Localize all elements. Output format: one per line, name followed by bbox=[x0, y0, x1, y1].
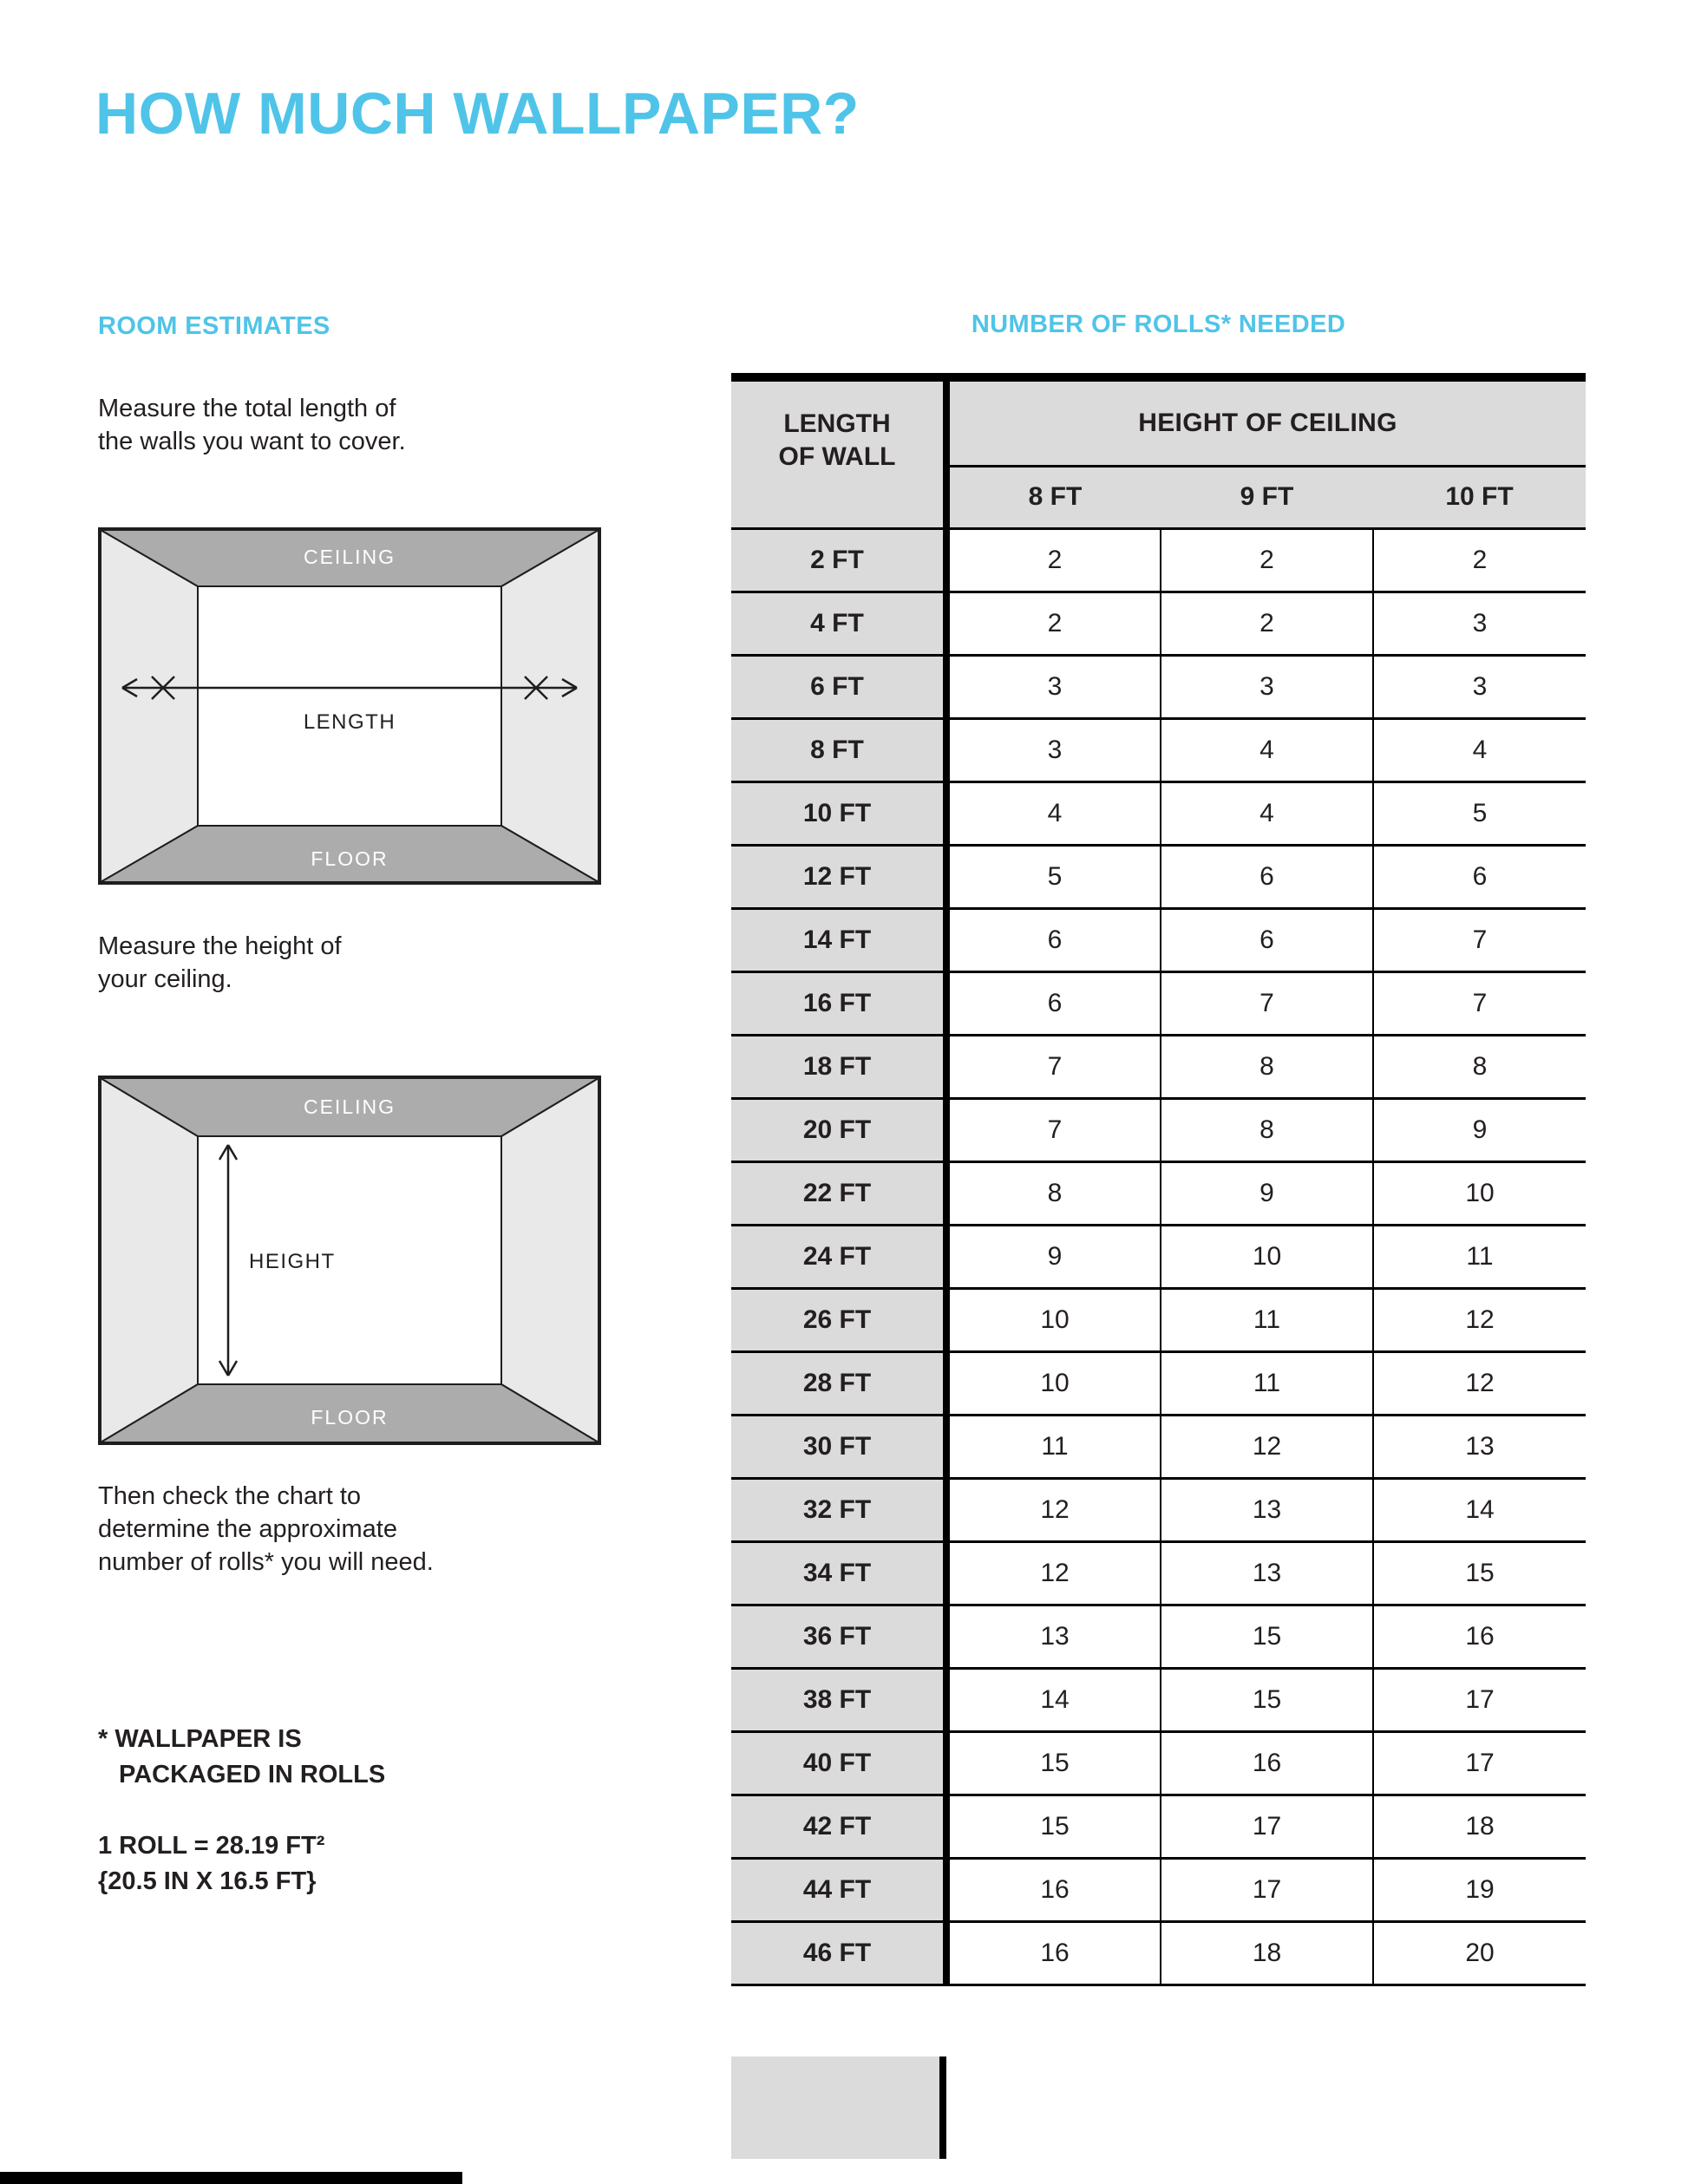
wall-length-label: 18 FT bbox=[731, 1035, 946, 1098]
wall-length-label: 2 FT bbox=[731, 528, 946, 592]
rolls-cell: 3 bbox=[1373, 655, 1586, 718]
rolls-cell: 7 bbox=[1373, 971, 1586, 1035]
footer-bar bbox=[0, 2172, 462, 2184]
rolls-cell: 19 bbox=[1373, 1858, 1586, 1921]
rolls-cell: 8 bbox=[1373, 1035, 1586, 1098]
ceiling-height-col-header: 10 FT bbox=[1373, 466, 1586, 528]
table-row bbox=[731, 528, 1586, 592]
table-row bbox=[731, 655, 1586, 718]
height-label: HEIGHT bbox=[249, 1250, 336, 1273]
rolls-cell: 14 bbox=[1373, 1478, 1586, 1541]
wall-length-label: 38 FT bbox=[731, 1668, 946, 1731]
rolls-cell: 3 bbox=[1373, 592, 1586, 655]
ceiling-label: CEILING bbox=[303, 1095, 396, 1118]
rolls-cell: 11 bbox=[1373, 1225, 1586, 1288]
rolls-cell: 8 bbox=[1161, 1035, 1373, 1098]
rolls-cell: 12 bbox=[1373, 1288, 1586, 1351]
wall-length-label: 28 FT bbox=[731, 1351, 946, 1415]
rolls-cell: 4 bbox=[946, 781, 1161, 845]
wallpaper-footnote bbox=[98, 1722, 385, 1793]
rolls-cell: 4 bbox=[1373, 718, 1586, 781]
left-wall-face bbox=[101, 530, 198, 882]
rolls-cell: 4 bbox=[1161, 781, 1373, 845]
rolls-cell: 18 bbox=[1161, 1921, 1373, 1985]
rolls-cell: 10 bbox=[946, 1351, 1161, 1415]
rolls-cell: 8 bbox=[1161, 1098, 1373, 1161]
wall-length-label: 40 FT bbox=[731, 1731, 946, 1795]
rolls-cell: 14 bbox=[946, 1668, 1161, 1731]
ceiling-height-col-header: 8 FT bbox=[946, 466, 1161, 528]
table-row bbox=[731, 1858, 1586, 1921]
rolls-cell: 15 bbox=[946, 1795, 1161, 1858]
rolls-cell: 18 bbox=[1373, 1795, 1586, 1858]
right-wall-face bbox=[501, 1078, 599, 1442]
rolls-cell: 2 bbox=[1161, 592, 1373, 655]
table-row bbox=[731, 1225, 1586, 1288]
table-header-row-1 bbox=[731, 377, 1586, 466]
rolls-cell: 17 bbox=[1161, 1858, 1373, 1921]
table-row bbox=[731, 592, 1586, 655]
rolls-cell: 6 bbox=[1373, 845, 1586, 908]
rolls-cell: 12 bbox=[1373, 1351, 1586, 1415]
rolls-table bbox=[731, 373, 1586, 1986]
footnote-line1: * WALLPAPER IS bbox=[98, 1725, 302, 1753]
rolls-cell: 3 bbox=[946, 655, 1161, 718]
rolls-cell: 9 bbox=[946, 1225, 1161, 1288]
rolls-cell: 6 bbox=[946, 971, 1161, 1035]
rolls-cell: 3 bbox=[1161, 655, 1373, 718]
wall-length-label: 24 FT bbox=[731, 1225, 946, 1288]
ceiling-label: CEILING bbox=[303, 546, 396, 568]
table-row bbox=[731, 1415, 1586, 1478]
rolls-cell: 2 bbox=[946, 592, 1161, 655]
wall-length-label: 26 FT bbox=[731, 1288, 946, 1351]
back-wall-face bbox=[198, 1136, 501, 1384]
table-row bbox=[731, 1478, 1586, 1541]
instruction-step3-line2: determine the approximate bbox=[98, 1515, 397, 1543]
wall-length-label: 16 FT bbox=[731, 971, 946, 1035]
instruction-step3-line1: Then check the chart to bbox=[98, 1482, 362, 1510]
wall-length-label: 30 FT bbox=[731, 1415, 946, 1478]
rolls-cell: 16 bbox=[946, 1858, 1161, 1921]
rolls-cell: 5 bbox=[946, 845, 1161, 908]
instruction-step1-line1: Measure the total length of bbox=[98, 395, 396, 422]
wall-length-label: 36 FT bbox=[731, 1605, 946, 1668]
rolls-cell: 9 bbox=[1161, 1161, 1373, 1225]
rolls-cell: 13 bbox=[1161, 1478, 1373, 1541]
left-wall-face bbox=[101, 1078, 198, 1442]
right-wall-face bbox=[501, 530, 599, 882]
table-row bbox=[731, 1731, 1586, 1795]
rolls-cell: 2 bbox=[946, 528, 1161, 592]
rolls-cell: 16 bbox=[946, 1921, 1161, 1985]
rolls-cell: 9 bbox=[1373, 1098, 1586, 1161]
rolls-cell: 11 bbox=[946, 1415, 1161, 1478]
instruction-step1 bbox=[98, 392, 406, 458]
rolls-cell: 17 bbox=[1373, 1731, 1586, 1795]
wall-length-label: 46 FT bbox=[731, 1921, 946, 1985]
instruction-step3-line3: number of rolls* you will need. bbox=[98, 1548, 434, 1576]
rolls-cell: 12 bbox=[946, 1541, 1161, 1605]
room-estimates-heading: ROOM ESTIMATES bbox=[98, 312, 330, 340]
wall-length-label: 20 FT bbox=[731, 1098, 946, 1161]
length-of-wall-header bbox=[731, 377, 946, 528]
back-wall-face bbox=[198, 586, 501, 826]
rolls-cell: 12 bbox=[946, 1478, 1161, 1541]
height-of-ceiling-header: HEIGHT OF CEILING bbox=[946, 377, 1586, 466]
wall-length-label: 8 FT bbox=[731, 718, 946, 781]
roll-spec bbox=[98, 1828, 324, 1900]
rolls-cell: 13 bbox=[946, 1605, 1161, 1668]
floor-label: FLOOR bbox=[311, 1406, 389, 1429]
table-row bbox=[731, 1288, 1586, 1351]
floor-label: FLOOR bbox=[311, 847, 389, 870]
length-room-diagram bbox=[98, 527, 601, 885]
height-room-diagram-svg bbox=[98, 1076, 601, 1445]
length-of-wall-header-line1: LENGTH bbox=[783, 409, 891, 438]
table-row bbox=[731, 1035, 1586, 1098]
instruction-step2-line1: Measure the height of bbox=[98, 932, 342, 960]
rolls-cell: 11 bbox=[1161, 1288, 1373, 1351]
rolls-cell: 7 bbox=[1373, 908, 1586, 971]
table-row bbox=[731, 1351, 1586, 1415]
wall-length-label: 14 FT bbox=[731, 908, 946, 971]
rolls-cell: 15 bbox=[1161, 1668, 1373, 1731]
rolls-cell: 13 bbox=[1373, 1415, 1586, 1478]
wall-length-label: 44 FT bbox=[731, 1858, 946, 1921]
table-row bbox=[731, 971, 1586, 1035]
table-row bbox=[731, 1541, 1586, 1605]
wall-length-label: 32 FT bbox=[731, 1478, 946, 1541]
rolls-cell: 3 bbox=[946, 718, 1161, 781]
roll-spec-line2: {20.5 IN X 16.5 FT} bbox=[98, 1867, 317, 1895]
wall-length-label: 34 FT bbox=[731, 1541, 946, 1605]
rolls-cell: 6 bbox=[1161, 845, 1373, 908]
rolls-cell: 10 bbox=[1373, 1161, 1586, 1225]
rolls-cell: 2 bbox=[1373, 528, 1586, 592]
rolls-cell: 7 bbox=[1161, 971, 1373, 1035]
length-room-diagram-svg bbox=[98, 527, 601, 885]
rolls-needed-heading: NUMBER OF ROLLS* NEEDED bbox=[971, 311, 1346, 338]
label-column-extension bbox=[731, 2056, 946, 2159]
page-title: HOW MUCH WALLPAPER? bbox=[95, 81, 860, 147]
instruction-step1-line2: the walls you want to cover. bbox=[98, 428, 406, 455]
instruction-step3 bbox=[98, 1480, 434, 1579]
table-row bbox=[731, 1795, 1586, 1858]
table-row bbox=[731, 1161, 1586, 1225]
height-room-diagram bbox=[98, 1076, 601, 1445]
rolls-cell: 20 bbox=[1373, 1921, 1586, 1985]
table-row bbox=[731, 1605, 1586, 1668]
table-row bbox=[731, 1098, 1586, 1161]
rolls-cell: 7 bbox=[946, 1098, 1161, 1161]
length-label: LENGTH bbox=[303, 710, 396, 734]
rolls-cell: 12 bbox=[1161, 1415, 1373, 1478]
footnote-line2: PACKAGED IN ROLLS bbox=[119, 1761, 386, 1788]
ceiling-height-col-header: 9 FT bbox=[1161, 466, 1373, 528]
rolls-cell: 8 bbox=[946, 1161, 1161, 1225]
table-row bbox=[731, 1668, 1586, 1731]
wall-length-label: 12 FT bbox=[731, 845, 946, 908]
instruction-step2 bbox=[98, 930, 342, 996]
wall-length-label: 42 FT bbox=[731, 1795, 946, 1858]
table-row bbox=[731, 845, 1586, 908]
length-of-wall-header-line2: OF WALL bbox=[778, 442, 896, 471]
instruction-step2-line2: your ceiling. bbox=[98, 965, 232, 993]
wall-length-label: 4 FT bbox=[731, 592, 946, 655]
rolls-cell: 17 bbox=[1161, 1795, 1373, 1858]
rolls-cell: 5 bbox=[1373, 781, 1586, 845]
rolls-cell: 10 bbox=[1161, 1225, 1373, 1288]
rolls-cell: 16 bbox=[1161, 1731, 1373, 1795]
rolls-cell: 17 bbox=[1373, 1668, 1586, 1731]
rolls-cell: 13 bbox=[1161, 1541, 1373, 1605]
roll-spec-line1: 1 ROLL = 28.19 FT² bbox=[98, 1832, 325, 1860]
rolls-cell: 15 bbox=[1373, 1541, 1586, 1605]
rolls-cell: 6 bbox=[1161, 908, 1373, 971]
rolls-cell: 16 bbox=[1373, 1605, 1586, 1668]
table-row bbox=[731, 718, 1586, 781]
wall-length-label: 6 FT bbox=[731, 655, 946, 718]
rolls-cell: 15 bbox=[946, 1731, 1161, 1795]
rolls-cell: 2 bbox=[1161, 528, 1373, 592]
wall-length-label: 22 FT bbox=[731, 1161, 946, 1225]
table-row bbox=[731, 781, 1586, 845]
wall-length-label: 10 FT bbox=[731, 781, 946, 845]
rolls-cell: 11 bbox=[1161, 1351, 1373, 1415]
table-row bbox=[731, 908, 1586, 971]
rolls-table-container bbox=[731, 373, 1586, 1986]
rolls-cell: 15 bbox=[1161, 1605, 1373, 1668]
rolls-cell: 6 bbox=[946, 908, 1161, 971]
rolls-cell: 4 bbox=[1161, 718, 1373, 781]
rolls-cell: 7 bbox=[946, 1035, 1161, 1098]
table-row bbox=[731, 1921, 1586, 1985]
rolls-cell: 10 bbox=[946, 1288, 1161, 1351]
